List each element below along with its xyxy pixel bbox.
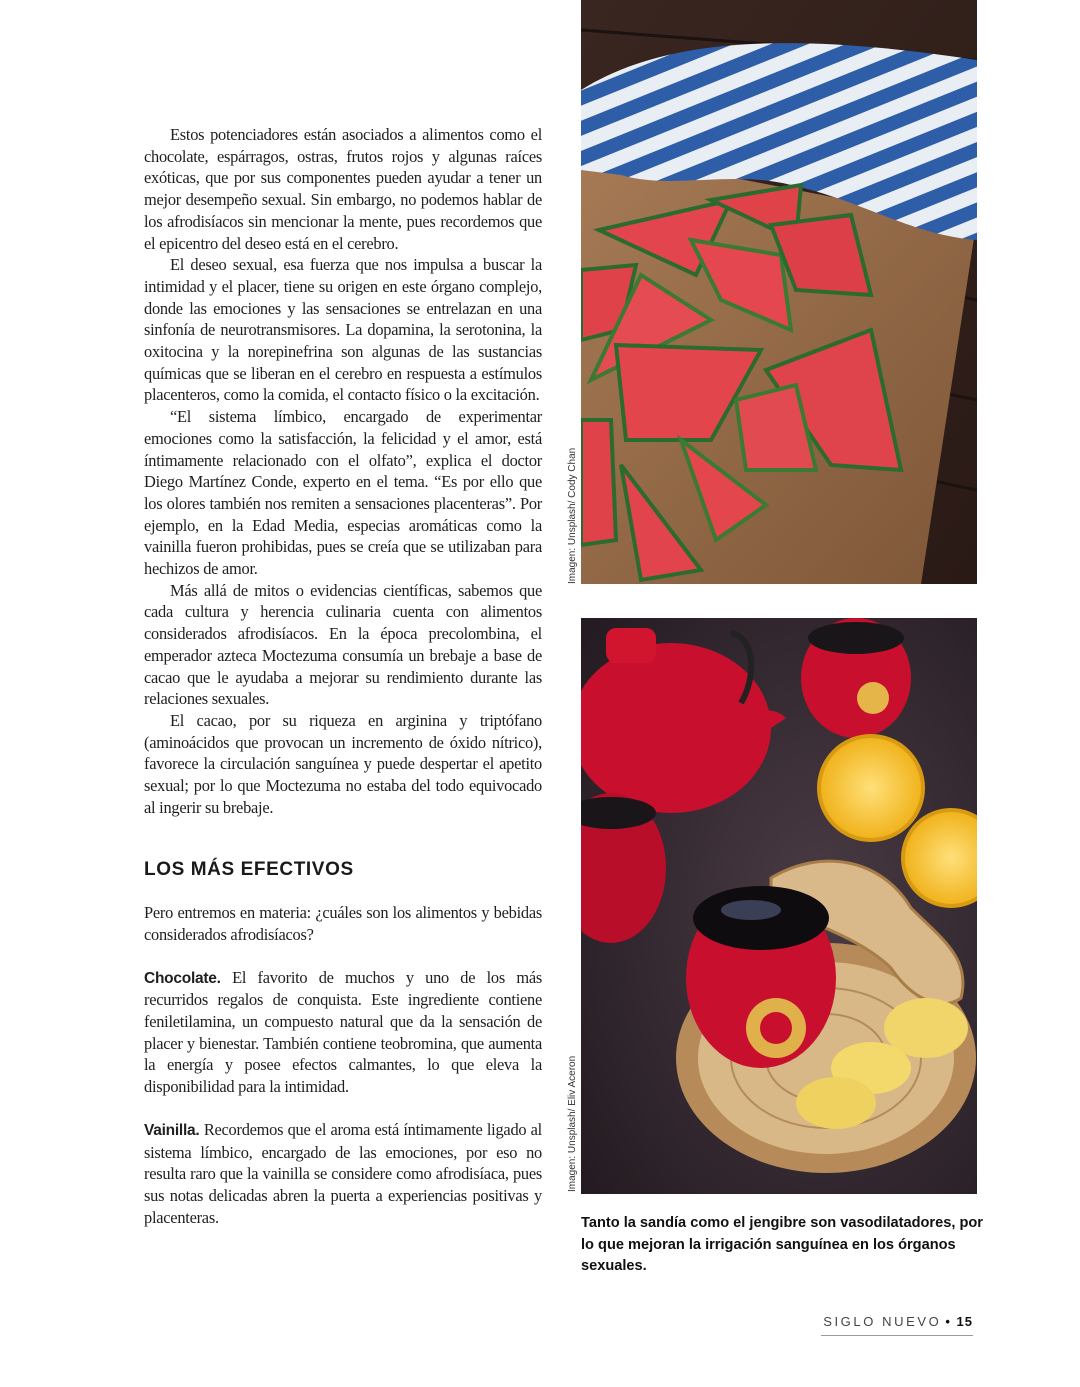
watermelon-photo — [581, 0, 977, 584]
item-term: Vainilla. — [144, 1121, 200, 1139]
tea-photo — [581, 618, 977, 1194]
item-text: Recordemos que el aroma está íntimamente ligado al sistema límbico, encargado de las emociones, por eso no resulta raro que la vainilla se considere como afrodisíaca, pues sus notas delicadas abren la puerta a experiencias positivas y placenteras. — [144, 1119, 542, 1227]
section-intro: Pero entremos en materia: ¿cuáles son los alimentos y bebidas considerados afrodisíacos? — [144, 903, 542, 944]
item-chocolate — [144, 967, 542, 1098]
item-text: El favorito de muchos y uno de los más recurridos regalos de conquista. Este ingrediente contiene feniletilamina, un compuesto natural que da la sensación de placer y bienestar. También contiene teobromina, que aumenta la energía y posee efectos calmantes, lo que eleva la disponibilidad para la intimidad. — [144, 967, 542, 1097]
section-heading: LOS MÁS EFECTIVOS — [144, 858, 354, 880]
article-paragraph: Más allá de mitos o evidencias científicas, sabemos que cada cultura y herencia culinaria cuenta con alimentos considerados afrodisíacos. En la época precolombina, el emperador azteca Moctezuma consumía un brebaje a base de cacao que le ayudaba a mejorar su rendimiento durante las relaciones sexuales. — [144, 580, 542, 709]
page-number: 15 — [956, 1314, 973, 1329]
article-body — [144, 124, 542, 1228]
article-paragraph: El deseo sexual, esa fuerza que nos impulsa a buscar la intimidad y el placer, tiene su origen en este órgano complejo, donde las emociones y las sensaciones se entrelazan en una sinfonía de neurotransmisores. La dopamina, la serotonina, la oxitocina y la norepinefrina son algunas de las sustancias químicas que se liberan en el cerebro en respuesta a estímulos placenteros, como la comida, el contacto físico o la excitación. — [144, 255, 542, 405]
photo-caption: Tanto la sandía como el jengibre son vasodilatadores, por lo que mejoran la irrigación sanguínea en los órganos sexuales. — [581, 1215, 983, 1275]
item-vainilla — [144, 1119, 542, 1229]
article-paragraph: “El sistema límbico, encargado de experimentar emociones como la satisfacción, la felicidad y el amor, está íntimamente relacionado con el olfato”, explica el doctor Diego Martínez Conde, experto en el tema. “Es por ello que los olores también nos remiten a sensaciones placenteras”. Por ejemplo, en la Edad Media, especias aromáticas como la vainilla fueron prohibidas, pues se creía que se utilizaban para hechizos de amor. — [144, 407, 542, 579]
publication-name: SIGLO NUEVO — [823, 1314, 942, 1329]
page-footer: SIGLO NUEVO • 15 — [821, 1314, 973, 1336]
article-paragraph: El cacao, por su riqueza en arginina y triptófano (aminoácidos que provocan un incremento de óxido nítrico), favorece la circulación sanguínea y puede despertar el apetito sexual; por lo que Moctezuma no estaba del todo equivocado al ingerir su brebaje. — [144, 710, 542, 817]
item-term: Chocolate. — [144, 969, 221, 987]
article-paragraph: Estos potenciadores están asociados a alimentos como el chocolate, espárragos, ostras, frutos rojos y algunas raíces exóticas, que por sus componentes pueden ayudar a tener un mejor desempeño sexual. Sin embargo, no podemos hablar de los afrodisíacos sin mencionar la mente, pues recordemos que el epicentro del deseo está en el cerebro. — [144, 125, 542, 253]
